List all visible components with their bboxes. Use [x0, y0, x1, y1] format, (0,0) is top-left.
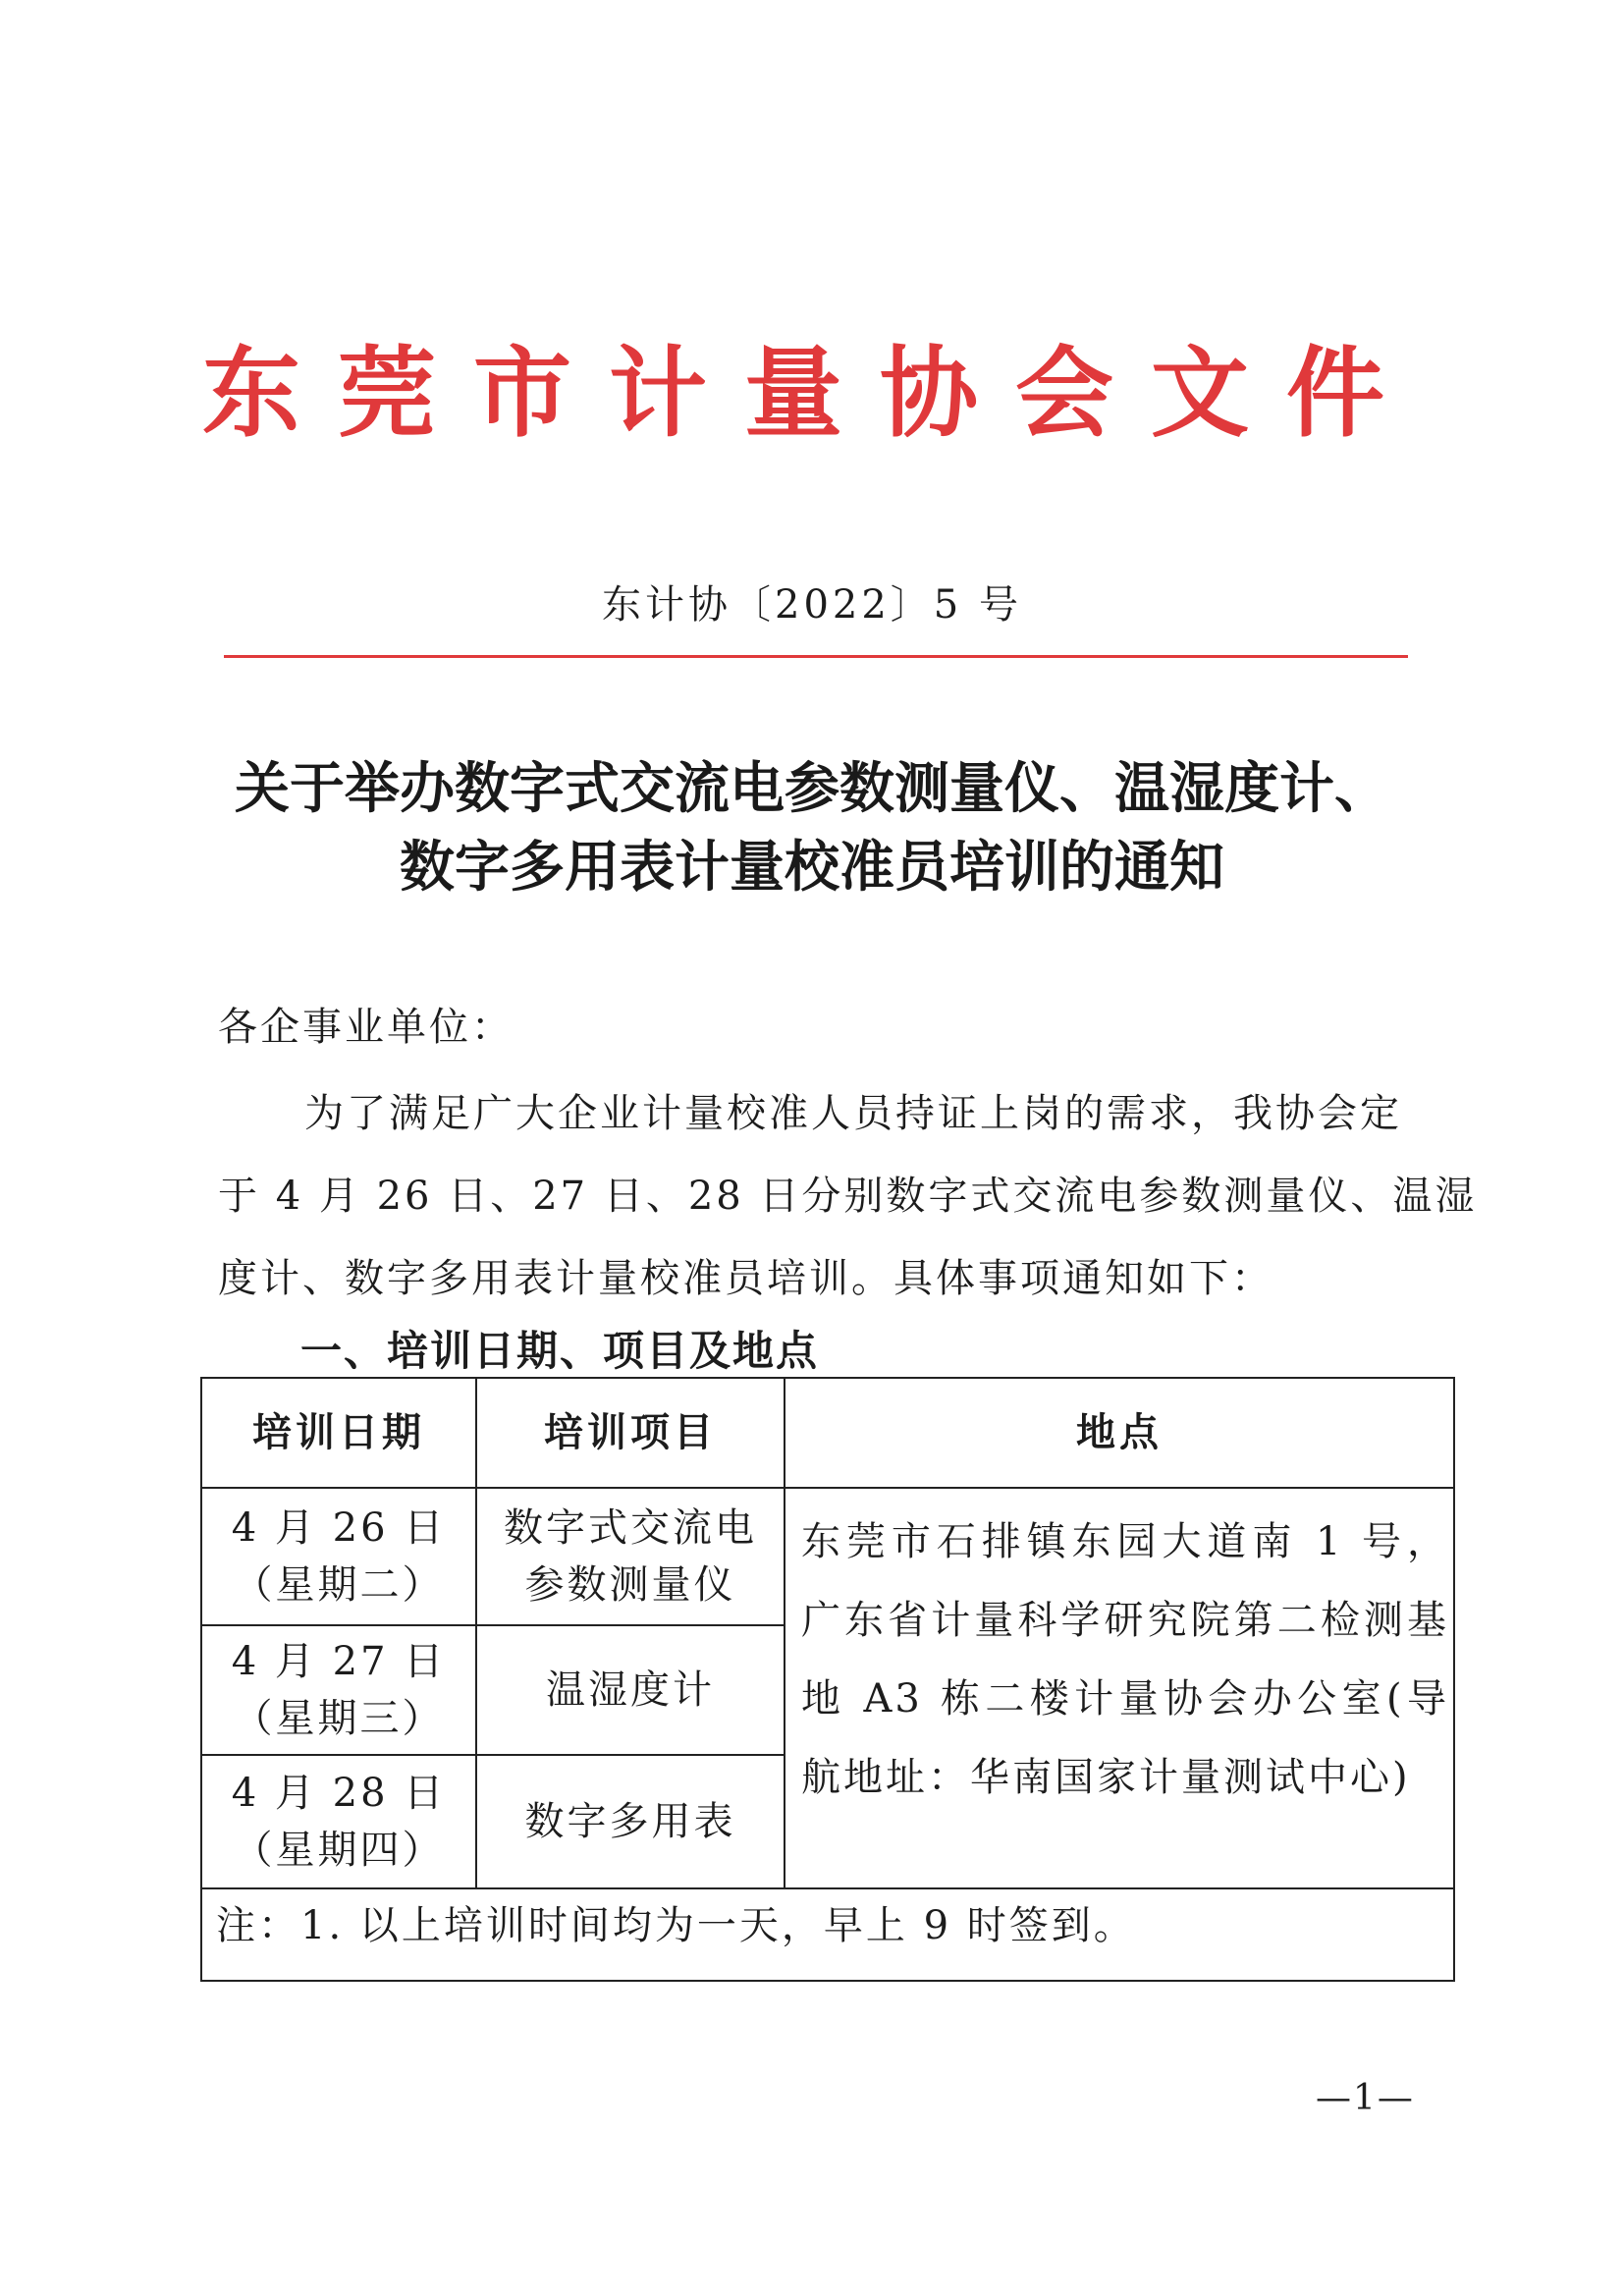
- item-text-line-1: 数字多用表: [524, 1799, 736, 1844]
- training-schedule-table: [200, 1377, 1455, 1982]
- date-text: 4 月 26 日: [231, 1505, 447, 1551]
- table-row-date: [202, 1626, 475, 1754]
- red-divider-line: [224, 655, 1408, 658]
- table-row-item: [477, 1756, 784, 1887]
- table-divider: [202, 1887, 1453, 1889]
- weekday-text: （星期三）: [233, 1696, 445, 1741]
- page-number: —1—: [1316, 2078, 1415, 2118]
- date-text: 4 月 27 日: [231, 1639, 447, 1684]
- table-row-item: [477, 1626, 784, 1754]
- notice-title-line-2: 数字多用表计量校准员培训的通知: [400, 836, 1224, 900]
- table-location-cell: 东莞市石排镇东园大道南 1 号，广东省计量科学研究院第二检测基地 A3 栋二楼计量协会办公室(导航地址：华南国家计量测试中心): [801, 1519, 1449, 1800]
- weekday-text: （星期四）: [233, 1828, 445, 1873]
- notice-title-line-1: 关于举办数字式交流电参数测量仪、温湿度计、: [235, 757, 1389, 821]
- table-header-date: 培训日期: [252, 1410, 425, 1455]
- paragraph-line-2: 于 4 月 26 日、27 日、28 日分别数字式交流电参数测量仪、温湿: [218, 1174, 1478, 1219]
- date-text: 4 月 28 日: [231, 1771, 447, 1816]
- paragraph-line-1: 为了满足广大企业计量校准人员持证上岗的需求，我协会定: [304, 1091, 1402, 1136]
- section-heading-1: 一、培训日期、项目及地点: [300, 1327, 820, 1375]
- table-row-item: [477, 1489, 784, 1624]
- item-text-line-1: 温湿度计: [546, 1667, 715, 1713]
- document-number: 东计协〔2022〕5 号: [602, 582, 1022, 628]
- table-row-date: [202, 1489, 475, 1624]
- table-row-date: [202, 1756, 475, 1887]
- table-note: 注：1. 以上培训时间均为一天，早上 9 时签到。: [216, 1903, 1136, 1948]
- weekday-text: （星期二）: [233, 1562, 445, 1608]
- document-org-title: 东莞市计量协会文件: [202, 335, 1422, 451]
- item-text-line-1: 数字式交流电: [504, 1505, 757, 1551]
- table-header-item: 培训项目: [544, 1410, 717, 1455]
- item-text-line-2: 参数测量仪: [524, 1562, 736, 1608]
- table-header-location: 地点: [1076, 1410, 1163, 1455]
- paragraph-line-3: 度计、数字多用表计量校准员培训。具体事项通知如下：: [218, 1256, 1273, 1301]
- salutation: 各企事业单位：: [218, 1005, 514, 1050]
